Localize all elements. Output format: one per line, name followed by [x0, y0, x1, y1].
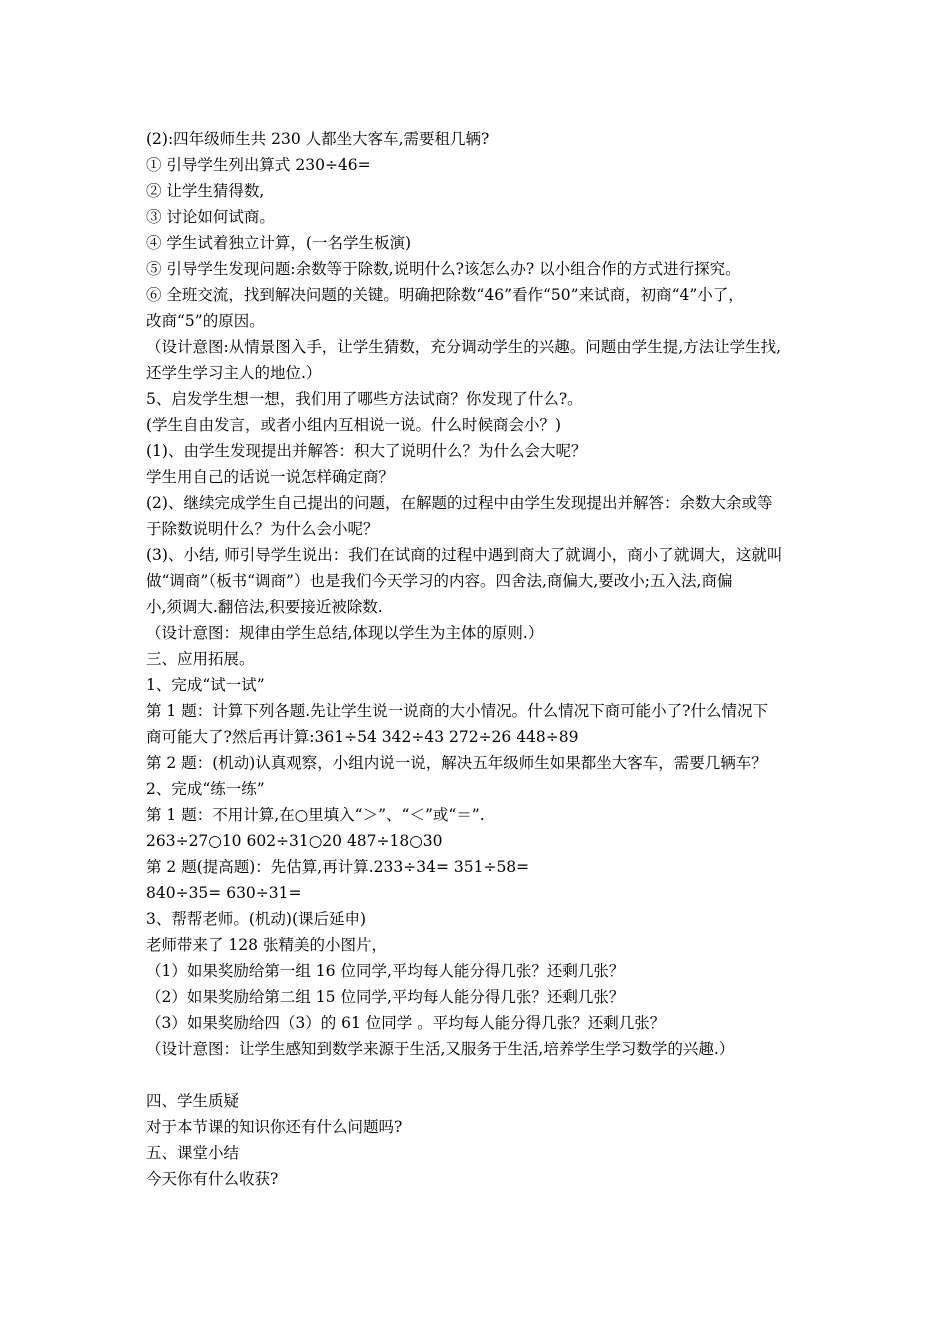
text-line: ③ 讨论如何试商。 [146, 208, 275, 226]
text-line: ① 引导学生列出算式 230÷46= [146, 156, 371, 174]
text-line: (2)、继续完成学生自己提出的问题，在解题的过程中由学生发现提出并解答：余数大余或等 [146, 494, 773, 512]
text-line: 263÷27○10 602÷31○20 487÷18○30 [146, 832, 443, 850]
text-line: 840÷35= 630÷31= [146, 884, 302, 902]
text-line: ⑤ 引导学生发现问题:余数等于除数,说明什么?该怎么办? 以小组合作的方式进行探究。 [146, 260, 741, 278]
text-line: 1、完成“试一试” [146, 676, 265, 694]
text-line: (学生自由发言，或者小组内互相说一说。什么时候商会小？) [146, 416, 562, 434]
text-line: 商可能大了?然后再计算:361÷54 342÷43 272÷26 448÷89 [146, 728, 579, 746]
text-line: 老师带来了 128 张精美的小图片， [146, 936, 387, 954]
text-line: 3、帮帮老师。(机动)(课后延申) [146, 910, 367, 928]
blank-line [146, 1062, 816, 1088]
text-line: 第 1 题：计算下列各题.先让学生说一说商的大小情况。什么情况下商可能小了?什么情况下 [146, 702, 768, 720]
document-body [146, 126, 816, 1192]
text-line: ⑥ 全班交流，找到解决问题的关键。明确把除数“46”看作“50”来试商，初商“4”小了， [146, 286, 744, 304]
text-line: （设计意图：让学生感知到数学来源于生活,又服务于生活,培养学生学习数学的兴趣.） [146, 1040, 735, 1058]
text-line: （2）如果奖励给第二组 15 位同学,平均每人能分得几张？还剩几张？ [146, 988, 625, 1006]
text-line: 第 1 题：不用计算,在○里填入“＞”、“＜”或“＝”. [146, 806, 485, 824]
text-line: 学生用自己的话说一说怎样确定商？ [146, 468, 395, 486]
section-heading: 四、学生质疑 [146, 1092, 240, 1110]
text-line: 对于本节课的知识你还有什么问题吗? [146, 1118, 403, 1136]
section-heading: 五、课堂小结 [146, 1144, 240, 1162]
text-line: (2):四年级师生共 230 人都坐大客车,需要租几辆? [146, 130, 490, 148]
text-line: 今天你有什么收获? [146, 1170, 279, 1188]
text-line: ② 让学生猜得数, [146, 182, 265, 200]
text-line: （设计意图:从情景图入手，让学生猜数，充分调动学生的兴趣。问题由学生提,方法让学生找, [146, 338, 782, 356]
text-line: (3)、小结, 师引导学生说出：我们在试商的过程中遇到商大了就调小，商小了就调大，这就叫 [146, 546, 783, 564]
text-line: 2、完成“练一练” [146, 780, 265, 798]
text-line: 小,须调大.翻倍法,积要接近被除数. [146, 598, 383, 616]
text-line: 改商“5”的原因。 [146, 312, 265, 330]
text-line: 5、启发学生想一想，我们用了哪些方法试商？你发现了什么?。 [146, 390, 583, 408]
text-line: 还学生学习主人的地位.） [146, 364, 322, 382]
section-heading: 三、应用拓展。 [146, 650, 255, 668]
text-line: 做“调商”（板书“调商”）也是我们今天学习的内容。四舍法,商偏大,要改小;五入法,商偏 [146, 572, 733, 590]
text-line: (1)、由学生发现提出并解答：积大了说明什么？为什么会大呢？ [146, 442, 587, 460]
text-line: 第 2 题：(机动)认真观察，小组内说一说，解决五年级师生如果都坐大客车，需要几辆车？ [146, 754, 767, 772]
text-line: （设计意图：规律由学生总结,体现以学生为主体的原则.） [146, 624, 544, 642]
text-line: （3）如果奖励给四（3）的 61 位同学 。平均每人能分得几张？还剩几张？ [146, 1014, 666, 1032]
text-line: 第 2 题(提高题)：先估算,再计算.233÷34= 351÷58= [146, 858, 530, 876]
text-line: 于除数说明什么？为什么会小呢？ [146, 520, 379, 538]
text-line: （1）如果奖励给第一组 16 位同学,平均每人能分得几张？还剩几张？ [146, 962, 625, 980]
text-line: ④ 学生试着独立计算，(一名学生板演) [146, 234, 412, 252]
